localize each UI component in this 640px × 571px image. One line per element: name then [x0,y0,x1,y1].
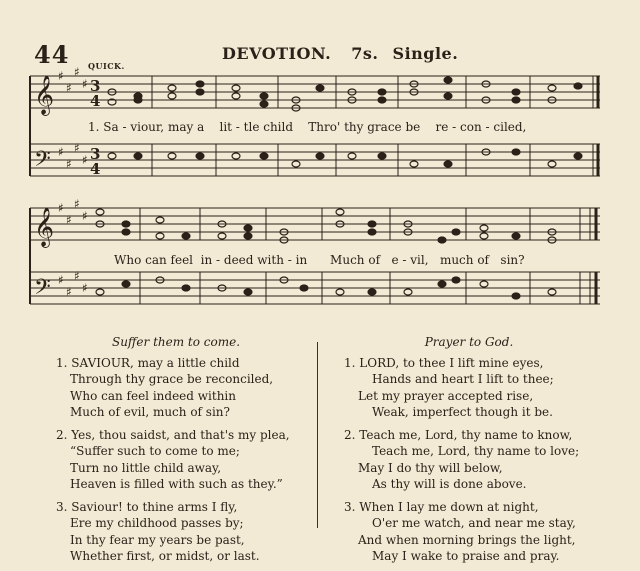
hymn-right [344,334,594,571]
stanza-number: 3. [56,499,68,514]
verse-line: When I lay me down at night, [359,499,539,514]
hymn-left-heading: Suffer them to come. [111,335,241,349]
verse-line: Whether first, or midst, or last. [70,549,260,563]
stanza [344,427,594,493]
stanza [56,355,296,421]
verse-line: Saviour! to thine arms I fly, [71,499,238,514]
verse-line: Teach me, Lord, thy name to love; [372,444,580,458]
svg-text:♯: ♯ [66,157,72,171]
stanza-number: 2. [344,427,356,442]
svg-text:♯: ♯ [58,273,64,287]
svg-text:♯: ♯ [58,201,64,215]
verse-line: SAVIOUR, may a little child [71,355,240,370]
verse-line: Yes, thou saidst, and that's my plea, [71,427,290,442]
verse-line: Who can feel indeed within [70,388,236,403]
svg-text:♯: ♯ [74,65,80,79]
hymn-right-heading: Prayer to God. [424,335,514,349]
mode: Single. [392,44,459,63]
verse-line: O'er me watch, and near me stay, [372,516,576,530]
svg-text:♯: ♯ [74,141,80,155]
stanza-number: 1. [344,355,356,370]
stanza [344,499,594,565]
stanza [56,427,296,493]
meter: 7s. [351,44,379,63]
verse-line: “Suffer such to come to me; [70,444,240,458]
stanza [56,499,296,565]
stanza-number: 3. [344,499,356,514]
verse-line: LORD, to thee I lift mine eyes, [359,355,544,370]
verse-line: Weak, imperfect though it be. [372,405,553,419]
verse-line: Much of evil, much of sin? [70,405,230,419]
verse-line: And when morning brings the light, [358,532,576,547]
treble-clef-icon: 𝄞 [34,75,55,115]
svg-text:3: 3 [90,77,101,95]
bass-clef-icon: 𝄢 [34,147,51,177]
hymn-left [56,334,296,571]
verse-line: Hands and heart I lift to thee; [372,372,554,386]
lyric-line-1: 1. Sa - viour, may a lit - tle child Thro' thy grace be re - con - ciled, [88,120,527,134]
svg-text:♯: ♯ [58,145,64,159]
stanza [344,355,594,421]
verse-line: Through thy grace be reconciled, [70,372,274,386]
svg-text:3: 3 [90,145,101,163]
svg-text:4: 4 [90,160,101,178]
stanza-number: 2. [56,427,68,442]
page-number: 44 [34,40,70,69]
tune-name: DEVOTION. [222,44,332,63]
svg-text:♯: ♯ [82,209,88,223]
verse-line: Let my prayer accepted rise, [358,388,534,403]
verse-line: Turn no little child away, [70,460,222,475]
treble-clef-icon: 𝄞 [34,207,55,247]
svg-text:♯: ♯ [74,197,80,211]
verse-line: May I wake to praise and pray. [372,549,560,563]
svg-text:♯: ♯ [58,69,64,83]
verse-line: May I do thy will below, [358,460,503,475]
svg-text:♯: ♯ [82,153,88,167]
tempo-marking: QUICK. [88,61,125,71]
verse-line: Ere my childhood passes by; [70,516,244,530]
svg-text:♯: ♯ [74,269,80,283]
svg-text:♯: ♯ [82,77,88,91]
verse-line: As thy will is done above. [372,477,527,491]
verse-line: Teach me, Lord, thy name to know, [359,427,573,442]
svg-text:♯: ♯ [66,285,72,299]
svg-text:♯: ♯ [66,81,72,95]
svg-text:♯: ♯ [82,281,88,295]
svg-text:4: 4 [90,92,101,110]
bass-clef-icon: 𝄢 [34,275,51,305]
lyric-line-2: Who can feel in - deed with - in Much of e - vil, much of sin? [114,253,525,267]
svg-text:♯: ♯ [66,213,72,227]
column-divider [317,342,318,528]
verse-line: Heaven is filled with such as they.” [70,477,283,491]
verse-line: In thy fear my years be past, [70,532,245,547]
stanza-number: 1. [56,355,68,370]
